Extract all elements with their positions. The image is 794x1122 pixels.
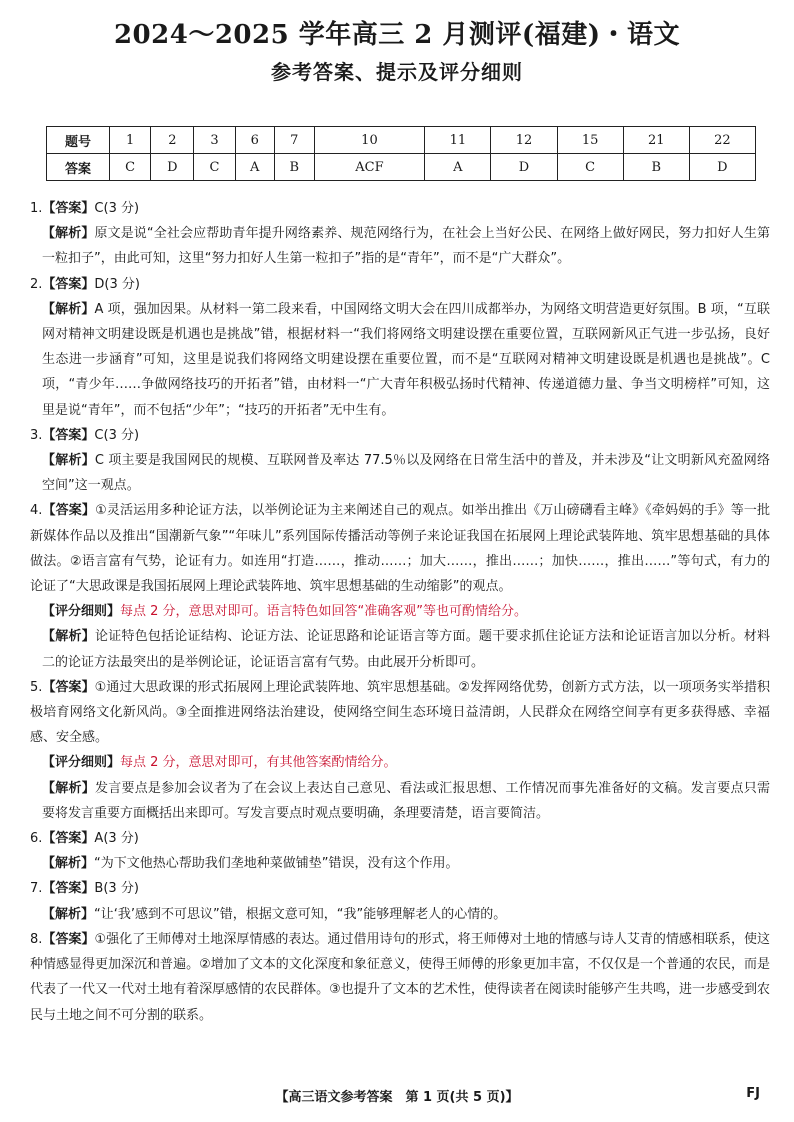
question-number: 3. <box>30 427 43 443</box>
explanation-line <box>30 221 770 271</box>
answer-label: 【答案】 <box>42 679 95 695</box>
question-number: 5. <box>30 679 43 695</box>
answer-text: B(3 分) <box>94 881 139 897</box>
answer-label: 【答案】 <box>42 881 95 897</box>
answer-label: 【答案】 <box>42 931 95 947</box>
explanation-label: 【解析】 <box>42 780 95 796</box>
answer-table <box>46 126 756 181</box>
explanation-text: C 项主要是我国网民的规模、互联网普及率达 77.5％以及网络在日常生活中的普及，并未涉及“让文明新风充盈网络空间”这一观点。 <box>42 453 770 494</box>
score-rule-text: 每点 2 分，意思对即可，有其他答案酌情给分。 <box>120 755 397 771</box>
answer-body <box>30 196 770 1028</box>
table-cell: A <box>235 154 274 181</box>
question-number: 6. <box>30 831 43 847</box>
table-header-answer: 答案 <box>47 154 110 181</box>
table-cell: 22 <box>689 127 755 154</box>
answer-label: 【答案】 <box>42 276 95 292</box>
answer-table-answer-row <box>47 154 756 181</box>
explanation-text: “让‘我’感到不可思议”错，根据文意可知，“我”能够理解老人的心情的。 <box>94 906 507 922</box>
footer-region-code: FJ <box>746 1086 760 1101</box>
explanation-text: “为下文他热心帮助我们垄地种菜做铺垫”错误，没有这个作用。 <box>94 856 459 872</box>
explanation-line <box>30 776 770 826</box>
answer-text: A(3 分) <box>94 831 139 847</box>
question-number: 7. <box>30 881 43 897</box>
explanation-label: 【解析】 <box>42 629 95 645</box>
table-cell: 15 <box>557 127 623 154</box>
answer-line <box>30 498 770 599</box>
answer-line <box>30 675 770 751</box>
table-cell: C <box>110 154 151 181</box>
question-number: 8. <box>30 931 43 947</box>
table-cell: 3 <box>194 127 235 154</box>
answer-line <box>30 423 770 448</box>
explanation-line <box>30 902 770 927</box>
table-cell: 7 <box>274 127 314 154</box>
table-cell: D <box>491 154 557 181</box>
explanation-label: 【解析】 <box>42 906 95 922</box>
answer-label: 【答案】 <box>42 427 95 443</box>
table-cell: 10 <box>314 127 425 154</box>
explanation-line <box>30 297 770 423</box>
score-rule-text: 每点 2 分，意思对即可。语言特色如回答“准确客观”等也可酌情给分。 <box>120 604 528 620</box>
answer-line <box>30 272 770 297</box>
table-cell: 6 <box>235 127 274 154</box>
explanation-line <box>30 624 770 674</box>
table-cell: D <box>689 154 755 181</box>
table-cell: 12 <box>491 127 557 154</box>
table-cell: C <box>557 154 623 181</box>
page-footer: 【高三语文参考答案 第 1 页(共 5 页)】 <box>275 1090 519 1105</box>
answer-label: 【答案】 <box>42 503 96 519</box>
explanation-line <box>30 851 770 876</box>
table-cell: 1 <box>110 127 151 154</box>
answer-line <box>30 196 770 221</box>
question-number: 2. <box>30 276 43 292</box>
table-header-number: 题号 <box>47 127 110 154</box>
answer-label: 【答案】 <box>42 201 95 216</box>
score-rule-line <box>30 750 770 775</box>
explanation-text: 论证特色包括论证结构、论证方法、论证思路和论证语言等方面。题干要求抓住论证方法和论证语言加以分析。材料二的论证方法最突出的是举例论证，论证语言富有气势。由此展开分析即可。 <box>42 629 770 670</box>
answer-text: ①通过大思政课的形式拓展网上理论武装阵地、筑牢思想基础。②发挥网络优势，创新方式方法，以一项项务实举措积极培育网络文化新风尚。③全面推进网络法治建设，使网络空间生态环境日益清朗，人民群众在网络空间享有更多获得感、幸福感、安全感。 <box>30 679 770 746</box>
table-cell: ACF <box>314 154 425 181</box>
answer-label: 【答案】 <box>42 831 95 847</box>
explanation-label: 【解析】 <box>42 453 95 469</box>
page-subtitle: 参考答案、提示及评分细则 <box>271 60 523 84</box>
answer-line <box>30 826 770 851</box>
explanation-text: 原文是说“全社会应帮助青年提升网络素养、规范网络行为，在社会上当好公民、在网络上做好网民，努力扣好人生第一粒扣子”，由此可知，这里“努力扣好人生第一粒扣子”指的是“青年”，而不是“广大群众”。 <box>42 226 770 267</box>
table-cell: 11 <box>425 127 491 154</box>
table-cell: D <box>151 154 194 181</box>
page-title: 2024～2025 学年高三 2 月测评(福建)・语文 <box>113 20 681 50</box>
table-cell: 2 <box>151 127 194 154</box>
answer-table-number-row <box>47 127 756 154</box>
score-rule-label: 【评分细则】 <box>42 755 121 771</box>
answer-line <box>30 927 770 1028</box>
answer-text: D(3 分) <box>94 276 140 292</box>
explanation-label: 【解析】 <box>42 301 95 317</box>
explanation-label: 【解析】 <box>42 226 95 242</box>
answer-text: C(3 分) <box>94 201 140 216</box>
explanation-text: A 项，强加因果。从材料一第二段来看，中国网络文明大会在四川成都举办，为网络文明营造更好氛围。B 项，“互联网对精神文明建设既是机遇也是挑战”错，根据材料一“我们将网络文明建设摆在重要位置，互联网新风正气进一步弘扬，良好生态进一步涵育”可知，这里是说我们将网络文明建设摆在重要位置，而不是“互联网对精神文明建设既是机遇也是挑战”。C 项，“青少年……争做网络技巧的开拓者”错，由材料一“广大青年积极弘扬时代精神、传递道德力量、争当文明榜样”可知，这里是说“青年”，而不包括“少年”；“技巧的开拓者”无中生有。 <box>42 301 770 418</box>
explanation-text: 发言要点是参加会议者为了在会议上表达自己意见、看法或汇报思想、工作情况而事先准备好的文稿。发言要点只需要将发言重要方面概括出来即可。写发言要点时观点要明确，条理要清楚，语言要简洁。 <box>42 780 770 821</box>
answer-text: ①灵活运用多种论证方法，以举例论证为主来阐述自己的观点。如举出推出《万山磅礴看主峰》《牵妈妈的手》等一批新媒体作品以及推出“国潮新气象”“年味儿”系列国际传播活动等例子来论证我国在拓展网上理论武装阵地、筑牢思想基础的具体做法。②语言富有气势，论证有力。如连用“打造……，推动……；加大……，推出……；加快……，推出……”等句式，有力的论证了“大思政课是我国拓展网上理论武装阵地、筑牢思想基础的生动缩影”的观点。 <box>30 503 770 595</box>
answer-text: ①强化了王师傅对土地深厚情感的表达。通过借用诗句的形式，将王师傅对土地的情感与诗人艾青的情感相联系，使这种情感显得更加深沉和普遍。②增加了文本的文化深度和象征意义，使得王师傅的形象更加丰富，不仅仅是一个普通的农民，而是代表了一代又一代对土地有着深厚感情的农民群体。③也提升了文本的艺术性，使得读者在阅读时能够产生共鸣，进一步感受到农民与土地之间不可分割的联系。 <box>30 931 770 1023</box>
table-cell: C <box>194 154 235 181</box>
question-number: 4. <box>30 503 43 519</box>
table-cell: 21 <box>623 127 689 154</box>
explanation-label: 【解析】 <box>42 856 95 872</box>
explanation-line <box>30 448 770 498</box>
table-cell: B <box>623 154 689 181</box>
question-number: 1. <box>30 201 43 216</box>
score-rule-line <box>30 599 770 624</box>
answer-text: C(3 分) <box>94 427 140 443</box>
answer-line <box>30 876 770 901</box>
score-rule-label: 【评分细则】 <box>42 604 121 620</box>
table-cell: B <box>274 154 314 181</box>
table-cell: A <box>425 154 491 181</box>
